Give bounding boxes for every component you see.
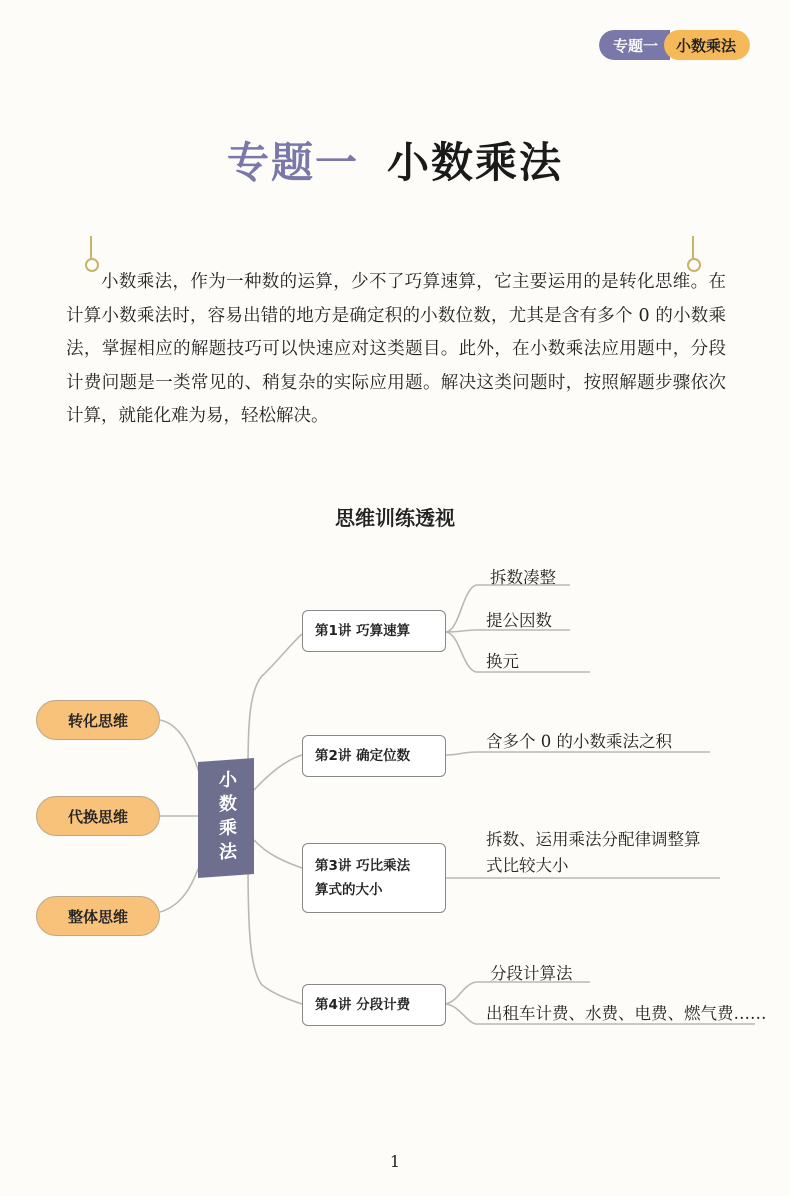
lecture-3-box [302,843,446,913]
lecture-3-line-2: 算式的大小 [315,882,383,898]
thinking-pill-3: 整体思维 [36,896,160,936]
branch-3-line-2: 式比较大小 [486,856,569,875]
intro-paragraph: 小数乘法，作为一种数的运算，少不了巧算速算，它主要运用的是转化思维。在计算小数乘法时，容易出错的地方是确定积的小数位数，尤其是含有多个 0 的小数乘法，掌握相应的解题技巧可以快速应对这类题目。此外，在小数乘法应用题中，分段计费问题是一类常见的、稍复杂的实际应用题。解决这类问题时，按照解题步骤依次计算，就能化难为易，轻松解决。 [66,272,726,426]
mindmap-center: 小数乘法 [198,758,254,878]
thinking-pill-1: 转化思维 [36,700,160,740]
lecture-3-line-1: 第3讲 巧比乘法 [315,858,411,874]
branch-1-2: 提公因数 [486,611,552,630]
section-title: 思维训练透视 [335,506,455,530]
lecture-4-box: 第4讲 分段计费 [302,984,446,1026]
lecture-1-box: 第1讲 巧算速算 [302,610,446,652]
branch-1-1: 拆数凑整 [490,568,556,587]
header-topic-label: 小数乘法 [664,30,750,60]
thinking-pill-2: 代换思维 [36,796,160,836]
chapter-topic: 小数乘法 [387,138,564,187]
lecture-2-box: 第2讲 确定位数 [302,735,446,777]
branch-1-3: 换元 [486,652,519,671]
branch-4-1: 分段计算法 [490,964,573,983]
branch-3-line-1: 拆数、运用乘法分配律调整算 [486,830,701,849]
branch-4-2: 出租车计费、水费、电费、燃气费…… [486,1004,767,1023]
header-chapter-label: 专题一 [599,30,670,60]
chapter-number: 专题一 [226,138,359,187]
page-number: 1 [389,1152,401,1171]
branch-2-1: 含多个 0 的小数乘法之积 [486,732,672,751]
